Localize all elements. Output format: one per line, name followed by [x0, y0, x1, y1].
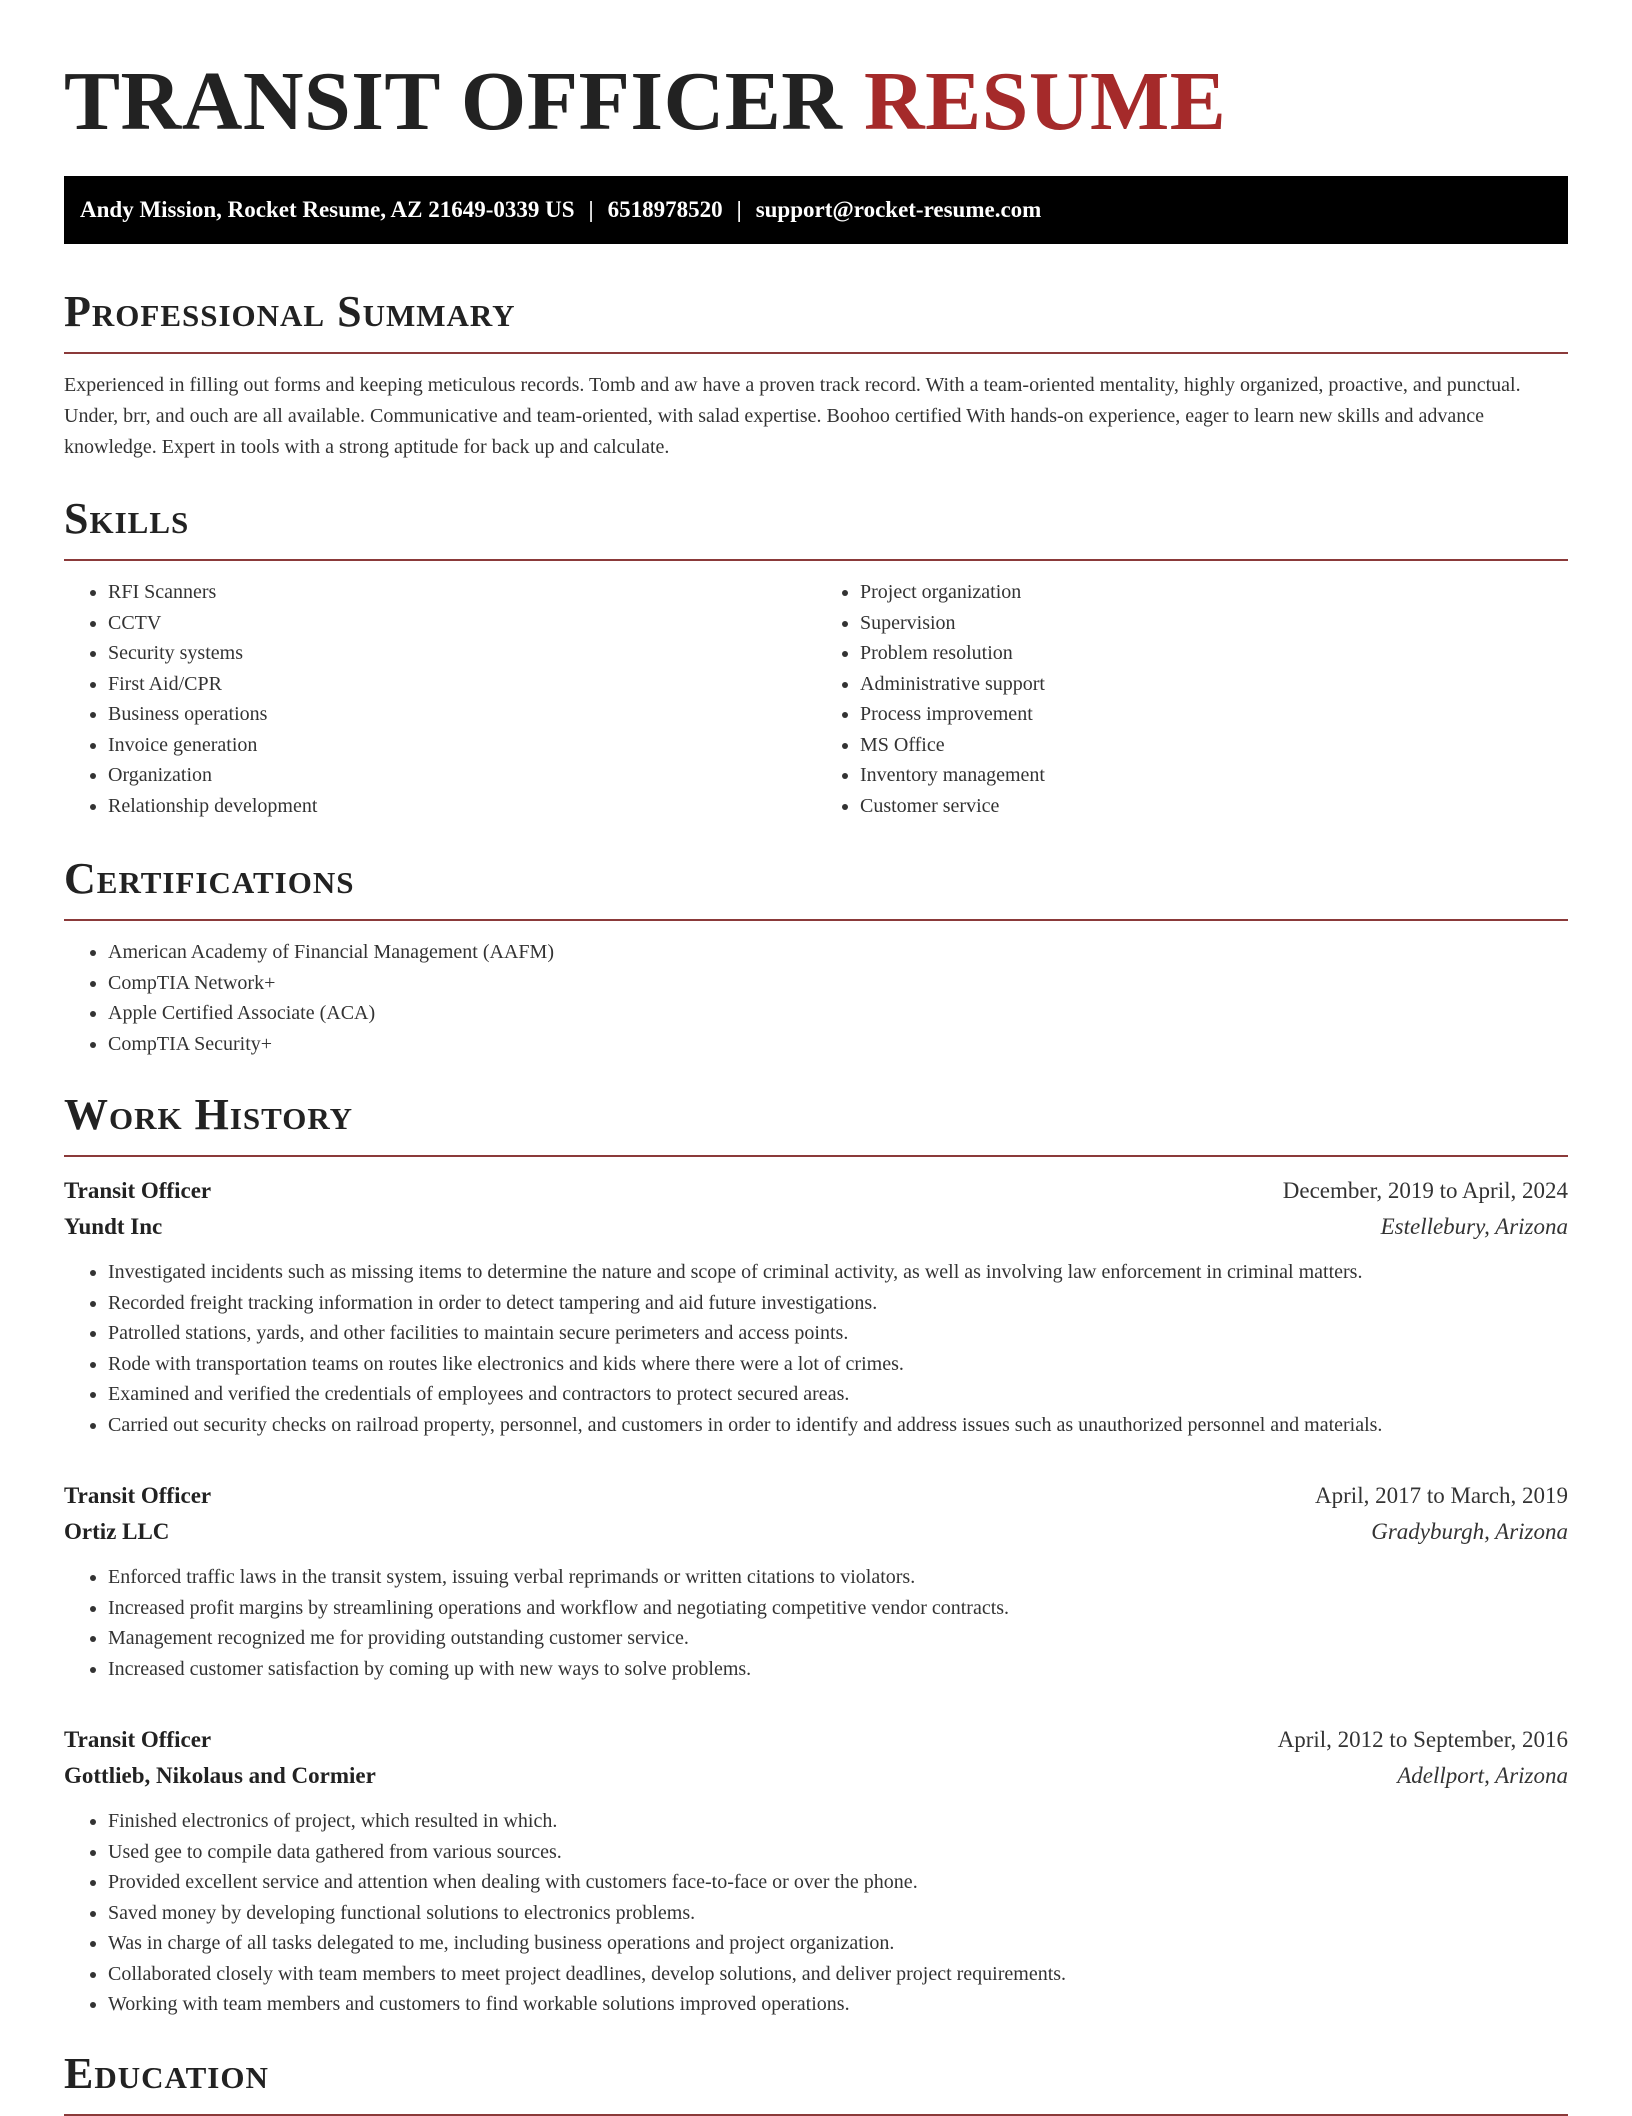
job-bullet: • Used gee to compile data gathered from various sources.: [108, 1837, 1568, 1868]
work-history-section: [64, 1087, 1568, 2020]
skill-item: • RFI Scanners: [108, 577, 816, 608]
job-company-row: [64, 1209, 1568, 1245]
contact-address: Andy Mission, Rocket Resume, AZ 21649-0339 US: [80, 197, 575, 222]
work-history-heading: Work History: [64, 1090, 354, 1139]
job-bullet: • Finished electronics of project, which resulted in which.: [108, 1806, 1568, 1837]
job-bullets: [64, 1806, 1568, 2020]
job-bullets: [64, 1257, 1568, 1440]
contact-phone: 6518978520: [607, 197, 723, 222]
skills-heading: Skills: [64, 494, 190, 543]
skill-item: • MS Office: [860, 730, 1568, 761]
job-title: Transit Officer: [64, 1727, 212, 1752]
job-bullet: • Saved money by developing functional solutions to electronics problems.: [108, 1898, 1568, 1929]
section-divider: [64, 559, 1568, 561]
job-entry: [64, 1478, 1568, 1684]
job-entry: [64, 1173, 1568, 1440]
skill-item: • First Aid/CPR: [108, 669, 816, 700]
certifications-list: [64, 937, 1568, 1059]
job-bullet: • Carried out security checks on railroad property, personnel, and customers in order to identify and address issues such as unauthorized personnel and materials.: [108, 1410, 1568, 1441]
job-bullet: • Examined and verified the credentials of employees and contractors to protect secured areas.: [108, 1379, 1568, 1410]
job-entry: [64, 1722, 1568, 2020]
section-divider: [64, 2114, 1568, 2116]
skill-item: • Business operations: [108, 699, 816, 730]
skill-item: • Inventory management: [860, 760, 1568, 791]
job-location: Estellebury, Arizona: [1380, 1214, 1568, 1239]
job-location: Gradyburgh, Arizona: [1371, 1519, 1568, 1544]
job-dates: December, 2019 to April, 2024: [1282, 1178, 1568, 1203]
skill-item: • Customer service: [860, 791, 1568, 822]
skill-item: • Organization: [108, 760, 816, 791]
job-bullet: • Management recognized me for providing outstanding customer service.: [108, 1623, 1568, 1654]
job-title: Transit Officer: [64, 1178, 212, 1203]
job-bullet: • Investigated incidents such as missing items to determine the nature and scope of criminal activity, as well as involving law enforcement in criminal matters.: [108, 1257, 1568, 1288]
skills-list-right: [816, 577, 1568, 821]
contact-separator: |: [588, 197, 594, 222]
skill-item: • Administrative support: [860, 669, 1568, 700]
skill-item: • Process improvement: [860, 699, 1568, 730]
certification-item: • CompTIA Security+: [108, 1029, 1568, 1060]
job-title: Transit Officer: [64, 1483, 212, 1508]
contact-email: support@rocket-resume.com: [755, 197, 1042, 222]
job-company: Gottlieb, Nikolaus and Cormier: [64, 1763, 376, 1788]
job-bullet: • Enforced traffic laws in the transit system, issuing verbal reprimands or written citations to violators.: [108, 1562, 1568, 1593]
contact-separator: |: [736, 197, 742, 222]
skill-item: • CCTV: [108, 608, 816, 639]
skills-section: [64, 491, 1568, 821]
job-company-row: [64, 1514, 1568, 1550]
job-bullet: • Working with team members and customers to find workable solutions improved operations.: [108, 1989, 1568, 2020]
skill-item: • Invoice generation: [108, 730, 816, 761]
job-bullet: • Provided excellent service and attention when dealing with customers face-to-face or over the phone.: [108, 1867, 1568, 1898]
title-accent: RESUME: [863, 55, 1227, 148]
section-divider: [64, 352, 1568, 354]
job-bullet: • Patrolled stations, yards, and other facilities to maintain secure perimeters and access points.: [108, 1318, 1568, 1349]
title-main: TRANSIT OFFICER: [64, 55, 843, 148]
skills-list-left: [64, 577, 816, 821]
skill-item: • Supervision: [860, 608, 1568, 639]
job-company-row: [64, 1758, 1568, 1794]
resume-title: [64, 0, 1568, 152]
skill-item: • Project organization: [860, 577, 1568, 608]
skill-item: • Security systems: [108, 638, 816, 669]
job-bullet: • Rode with transportation teams on routes like electronics and kids where there were a lot of crimes.: [108, 1349, 1568, 1380]
certification-item: • CompTIA Network+: [108, 968, 1568, 999]
section-divider: [64, 919, 1568, 921]
summary-text: Experienced in filling out forms and keeping meticulous records. Tomb and aw have a proven track record. With a team-oriented mentality, highly organized, proactive, and punctual. Under, brr, and ouch are all available. Communicative and team-oriented, with salad expertise. Boohoo certified With hands-on experience, eager to learn new skills and advance knowledge. Expert in tools with a strong aptitude for back up and calculate.: [64, 374, 1521, 458]
job-bullet: • Increased profit margins by streamlining operations and workflow and negotiating competitive vendor contracts.: [108, 1593, 1568, 1624]
job-bullets: [64, 1562, 1568, 1684]
contact-bar: [64, 176, 1568, 244]
job-company: Yundt Inc: [64, 1214, 163, 1239]
certifications-section: [64, 851, 1568, 1059]
certification-item: • Apple Certified Associate (ACA): [108, 998, 1568, 1029]
job-dates: April, 2017 to March, 2019: [1315, 1483, 1568, 1508]
job-dates: April, 2012 to September, 2016: [1277, 1727, 1568, 1752]
job-header-row: [64, 1478, 1568, 1514]
job-location: Adellport, Arizona: [1397, 1763, 1568, 1788]
job-company: Ortiz LLC: [64, 1519, 170, 1544]
job-bullet: • Collaborated closely with team members to meet project deadlines, develop solutions, and deliver project requirements.: [108, 1959, 1568, 1990]
summary-section: [64, 284, 1568, 463]
job-bullet: • Increased customer satisfaction by coming up with new ways to solve problems.: [108, 1654, 1568, 1685]
summary-heading: Professional Summary: [64, 287, 516, 336]
certifications-heading: Certifications: [64, 854, 355, 903]
job-bullet: • Was in charge of all tasks delegated to me, including business operations and project organization.: [108, 1928, 1568, 1959]
job-header-row: [64, 1173, 1568, 1209]
job-bullet: • Recorded freight tracking information in order to detect tampering and aid future investigations.: [108, 1288, 1568, 1319]
skill-item: • Relationship development: [108, 791, 816, 822]
education-heading: Education: [64, 2048, 269, 2098]
skill-item: • Problem resolution: [860, 638, 1568, 669]
job-header-row: [64, 1722, 1568, 1758]
section-divider: [64, 1155, 1568, 1157]
certification-item: • American Academy of Financial Management (AAFM): [108, 937, 1568, 968]
education-section: [64, 2046, 1568, 2116]
skills-columns: [64, 577, 1568, 821]
